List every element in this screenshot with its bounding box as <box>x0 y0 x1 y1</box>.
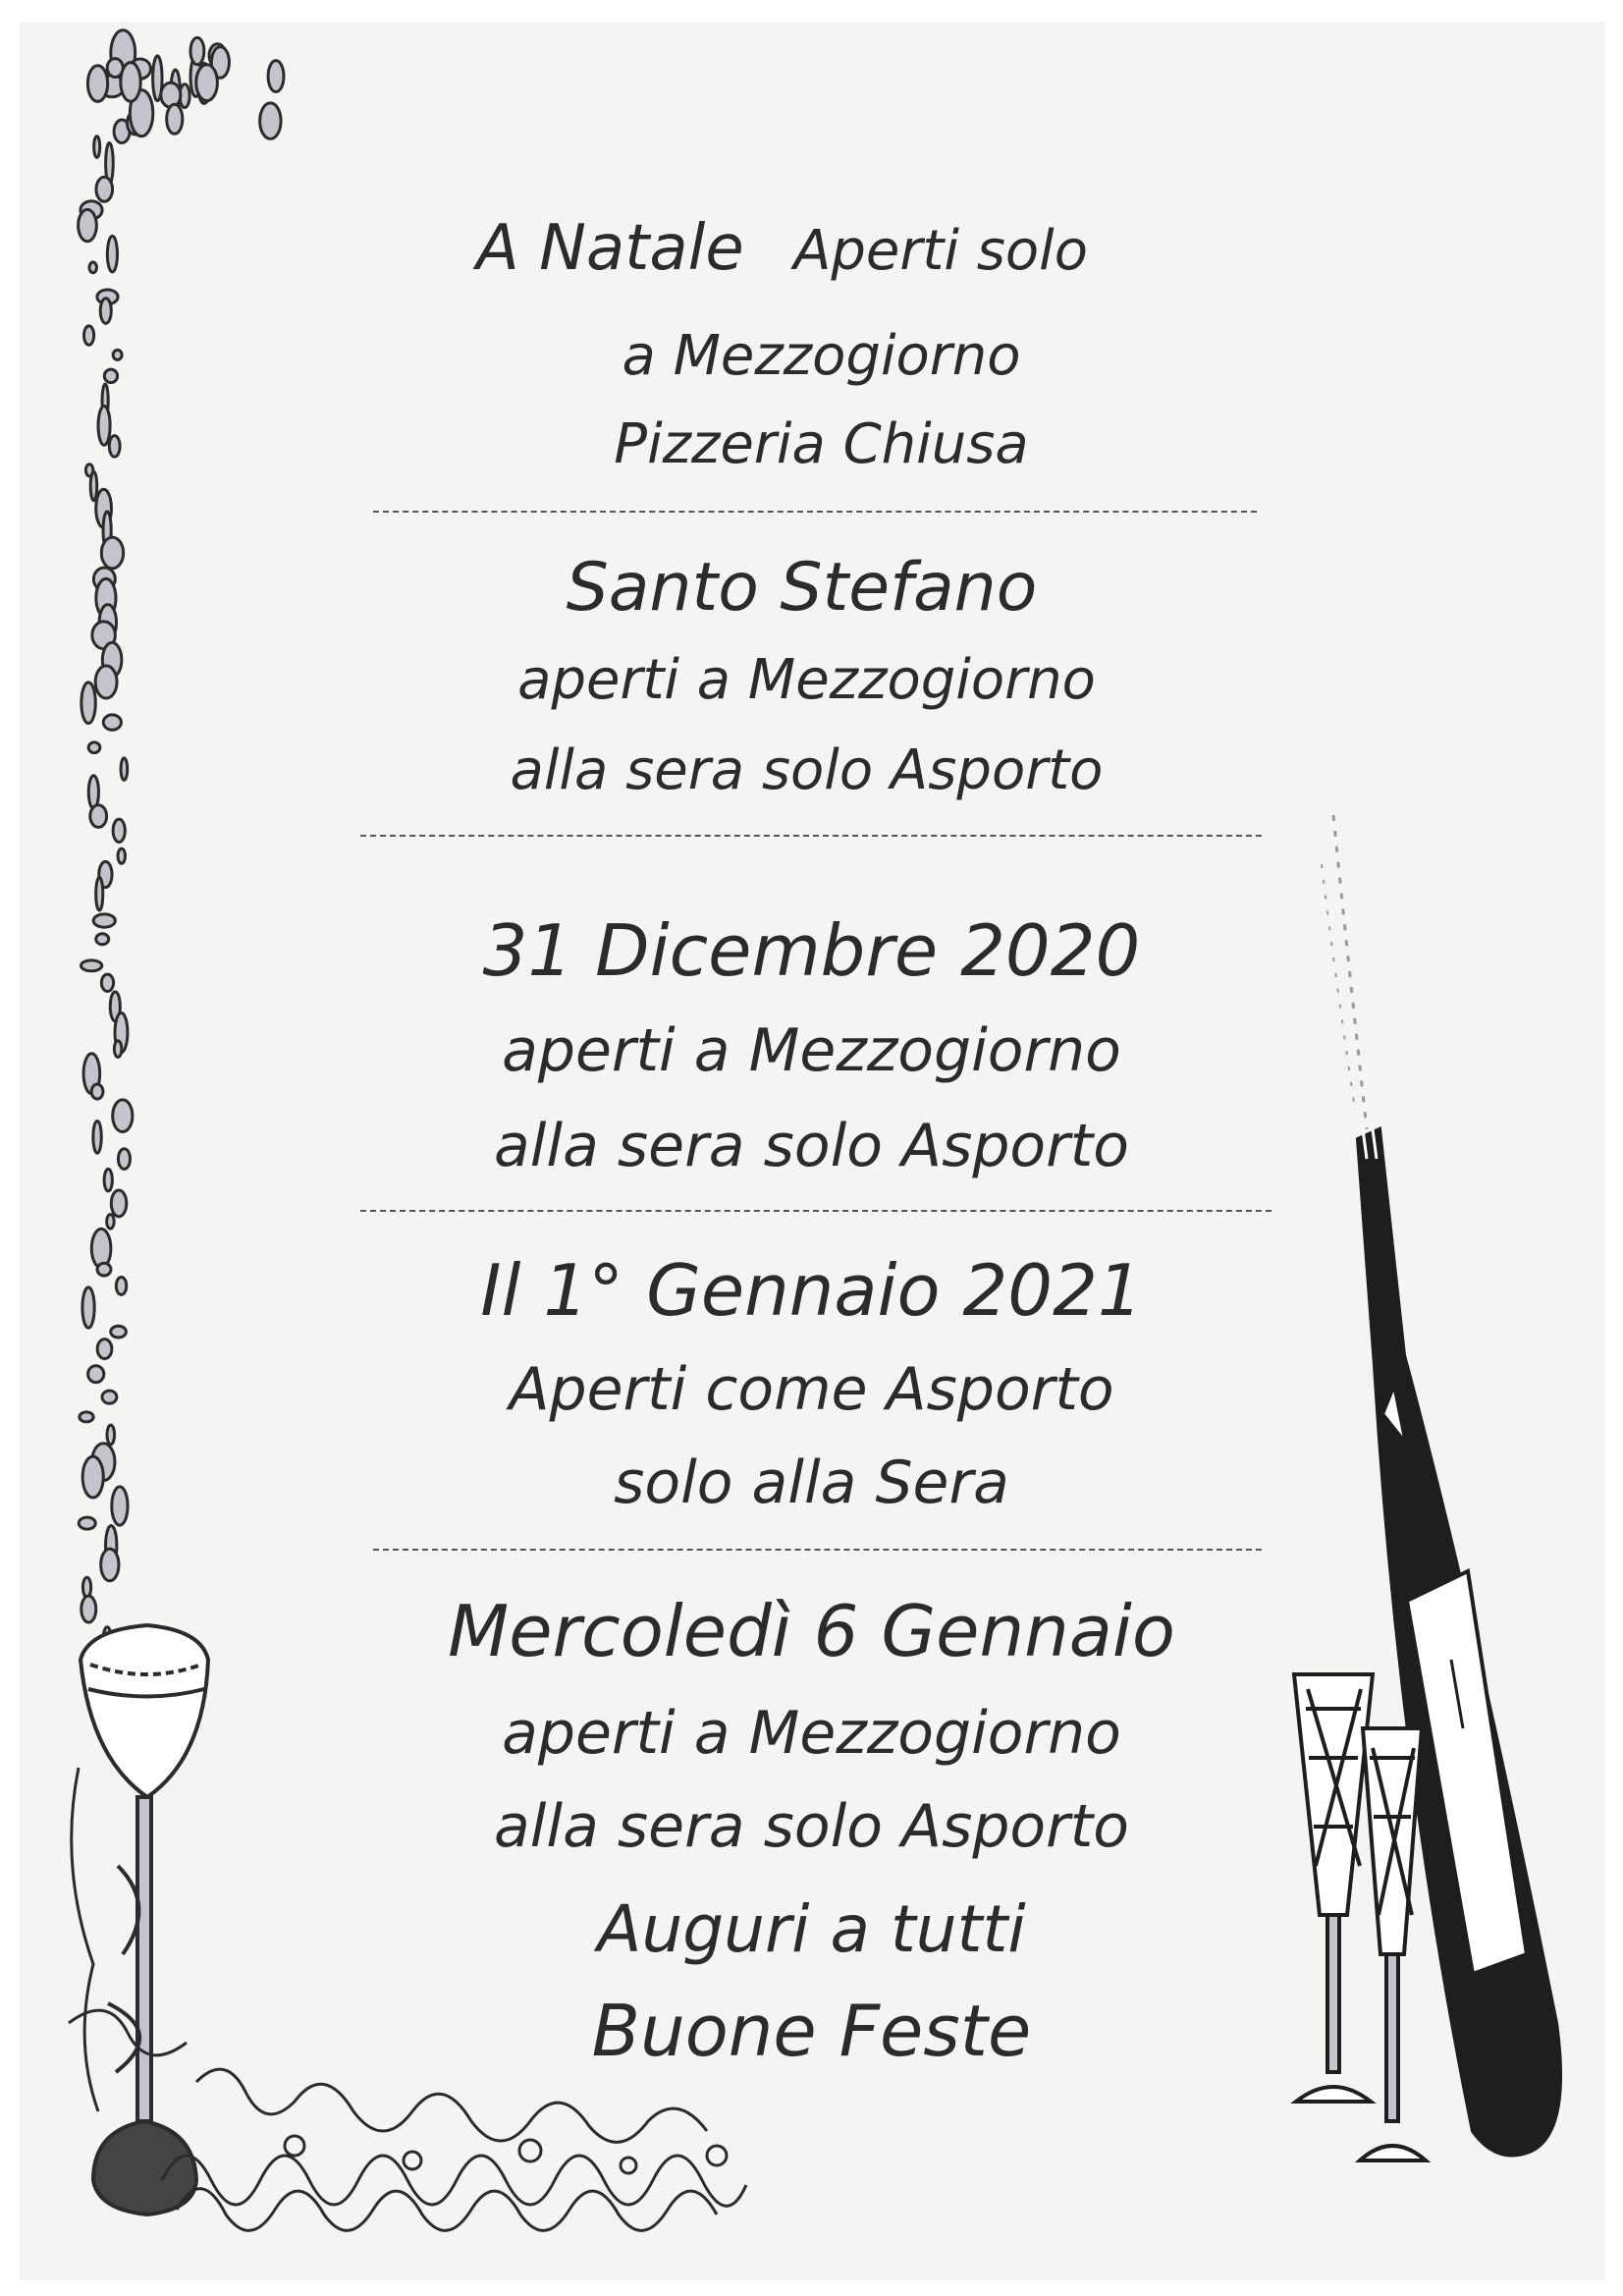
mercoledi-heading: Mercoledì 6 Gennaio <box>448 1590 1175 1672</box>
bubble <box>153 56 162 101</box>
bubble <box>268 61 284 92</box>
bubble <box>107 1425 115 1445</box>
bubble <box>87 66 107 102</box>
bubble <box>111 1190 126 1217</box>
bubble <box>94 137 100 158</box>
natale-heading-main: A Natale <box>476 212 744 285</box>
bubble <box>161 82 181 107</box>
bubble <box>90 471 97 500</box>
bubble <box>190 37 204 64</box>
bubble <box>90 805 107 828</box>
bubble <box>121 63 140 102</box>
santo-stefano-line-2: alla sera solo Asporto <box>510 738 1104 802</box>
santo-stefano-heading: Santo Stefano <box>566 549 1038 627</box>
bubble <box>101 1549 119 1581</box>
bubble <box>260 103 281 138</box>
bubble <box>82 1577 90 1597</box>
bubble <box>111 1326 127 1338</box>
bubble <box>91 1084 103 1099</box>
closing-line-2: Buone Feste <box>591 1990 1032 2072</box>
separator-2 <box>360 835 1262 837</box>
gennaio-2021-heading: Il 1° Gennaio 2021 <box>480 1249 1143 1332</box>
mercoledi-line-1: aperti a Mezzogiorno <box>502 1699 1121 1768</box>
separator-3 <box>360 1210 1271 1212</box>
bubble <box>100 299 111 324</box>
separator-1 <box>373 511 1257 513</box>
natale-line-2: Pizzeria Chiusa <box>614 412 1029 476</box>
santo-stefano-line-1: aperti a Mezzogiorno <box>517 648 1096 712</box>
bubble <box>97 1339 112 1359</box>
bubble <box>96 177 113 201</box>
dicembre-heading: 31 Dicembre 2020 <box>482 909 1141 992</box>
bubble <box>196 65 218 101</box>
gennaio-2021-line-2: solo alla Sera <box>614 1449 1009 1517</box>
mercoledi-line-2: alla sera solo Asporto <box>493 1792 1130 1861</box>
bubble <box>113 819 125 842</box>
bubble <box>118 848 126 863</box>
natale-heading-sub: Aperti solo <box>793 219 1088 283</box>
dicembre-line-1: aperti a Mezzogiorno <box>502 1016 1121 1085</box>
bubble <box>79 1517 95 1529</box>
bubble <box>167 104 183 134</box>
bubble <box>96 877 103 910</box>
gennaio-2021-line-1: Aperti come Asporto <box>509 1355 1114 1424</box>
natale-line-1: a Mezzogiorno <box>622 324 1021 388</box>
closing-line-1: Auguri a tutti <box>597 1891 1026 1967</box>
bubble <box>103 715 121 730</box>
dicembre-line-2: alla sera solo Asporto <box>493 1112 1130 1180</box>
separator-4 <box>373 1549 1262 1551</box>
section-natale-heading <box>0 212 1594 285</box>
bubble <box>107 1215 115 1230</box>
